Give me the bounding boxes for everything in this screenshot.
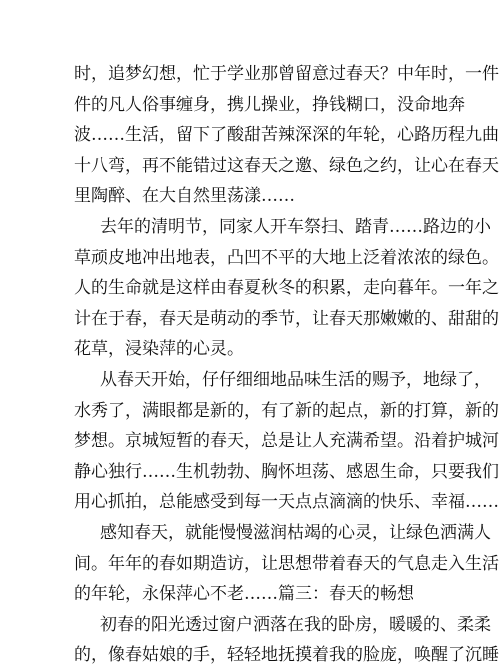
text-line: 从 春 天 开 始 ， 仔 仔 细 细 地 品 味 生 活 的 赐 予 ， 地 绿 了 ， xyxy=(100,369,491,390)
text-line: 里 陶 醉 、 在 大 自 然 里 荡 漾 … … xyxy=(74,186,295,207)
text-line: 梦 想 。 京 城 短 暂 的 春 天 ， 总 是 让 人 充 满 希 望 。 沿 着 护 城 河 xyxy=(74,431,499,452)
text-line: 草 顽 皮 地 冲 出 地 表 ， 凸 凹 不 平 的 大 地 上 泛 着 浓 浓 的 绿 色 。 xyxy=(74,247,499,268)
text-line: 水 秀 了 ， 满 眼 都 是 新 的 ， 有 了 新 的 起 点 ， 新 的 打 算 ， 新 的 xyxy=(74,400,499,421)
text-line: 波 … … 生 活 ， 留 下 了 酸 甜 苦 辣 深 深 的 年 轮 ， 心 路 历 程 九 曲 xyxy=(74,125,499,146)
text-line: 初 春 的 阳 光 透 过 窗 户 洒 落 在 我 的 卧 房 ， 暖 暖 的 、 柔 柔 xyxy=(100,614,491,635)
text-line: 计 在 于 春 ， 春 天 是 萌 动 的 季 节 ， 让 春 天 那 嫩 嫩 的 、 甜 甜 的 xyxy=(74,308,499,329)
text-line: 间 。 年 年 的 春 如 期 造 访 ， 让 思 想 带 着 春 天 的 气 息 走 入 生 活 xyxy=(74,553,499,574)
text-line: 十 八 弯 ， 再 不 能 错 过 这 春 天 之 邀 、 绿 色 之 约 ， 让 心 在 春 天 xyxy=(74,155,499,176)
text-line: 件 的 凡 人 俗 事 缠 身 ， 携 儿 操 业 ， 挣 钱 糊 口 ， 没 命 地 奔 xyxy=(74,94,465,115)
text-line: 花 草 ， 浸 染 萍 的 心 灵 。 xyxy=(74,339,244,360)
text-line: 时 ， 追 梦 幻 想 ， 忙 于 学 业 那 曾 留 意 过 春 天 ？ 中 年 时 ， 一 件 xyxy=(74,64,499,84)
text-line: 的 年 轮 ， 永 保 萍 心 不 老 … … 篇 三 ： 春 天 的 畅 想 xyxy=(74,584,414,605)
text-line: 感 知 春 天 ， 就 能 慢 慢 滋 润 枯 竭 的 心 灵 ， 让 绿 色 洒 满 人 xyxy=(100,522,491,543)
text-line: 人 的 生 命 就 是 这 样 由 春 夏 秋 冬 的 积 累 ， 走 向 暮 年 。 一 年 之 xyxy=(74,278,499,299)
text-line: 的 ， 像 春 姑 娘 的 手 ， 轻 轻 地 抚 摸 着 我 的 脸 庞 ， 唤 醒 了 沉 睡 xyxy=(74,645,499,666)
text-line: 去 年 的 清 明 节 ， 同 家 人 开 车 祭 扫 、 踏 青 … … 路 边 的 小 xyxy=(100,216,491,237)
text-line: 用 心 抓 拍 ， 总 能 感 受 到 每 一 天 点 点 滴 滴 的 快 乐 、 幸 福 … … xyxy=(74,492,499,513)
text-line: 静 心 独 行 … … 生 机 勃 勃 、 胸 怀 坦 荡 、 感 恩 生 命 ， 只 要 我 们 xyxy=(74,461,499,482)
document-page xyxy=(74,59,499,666)
